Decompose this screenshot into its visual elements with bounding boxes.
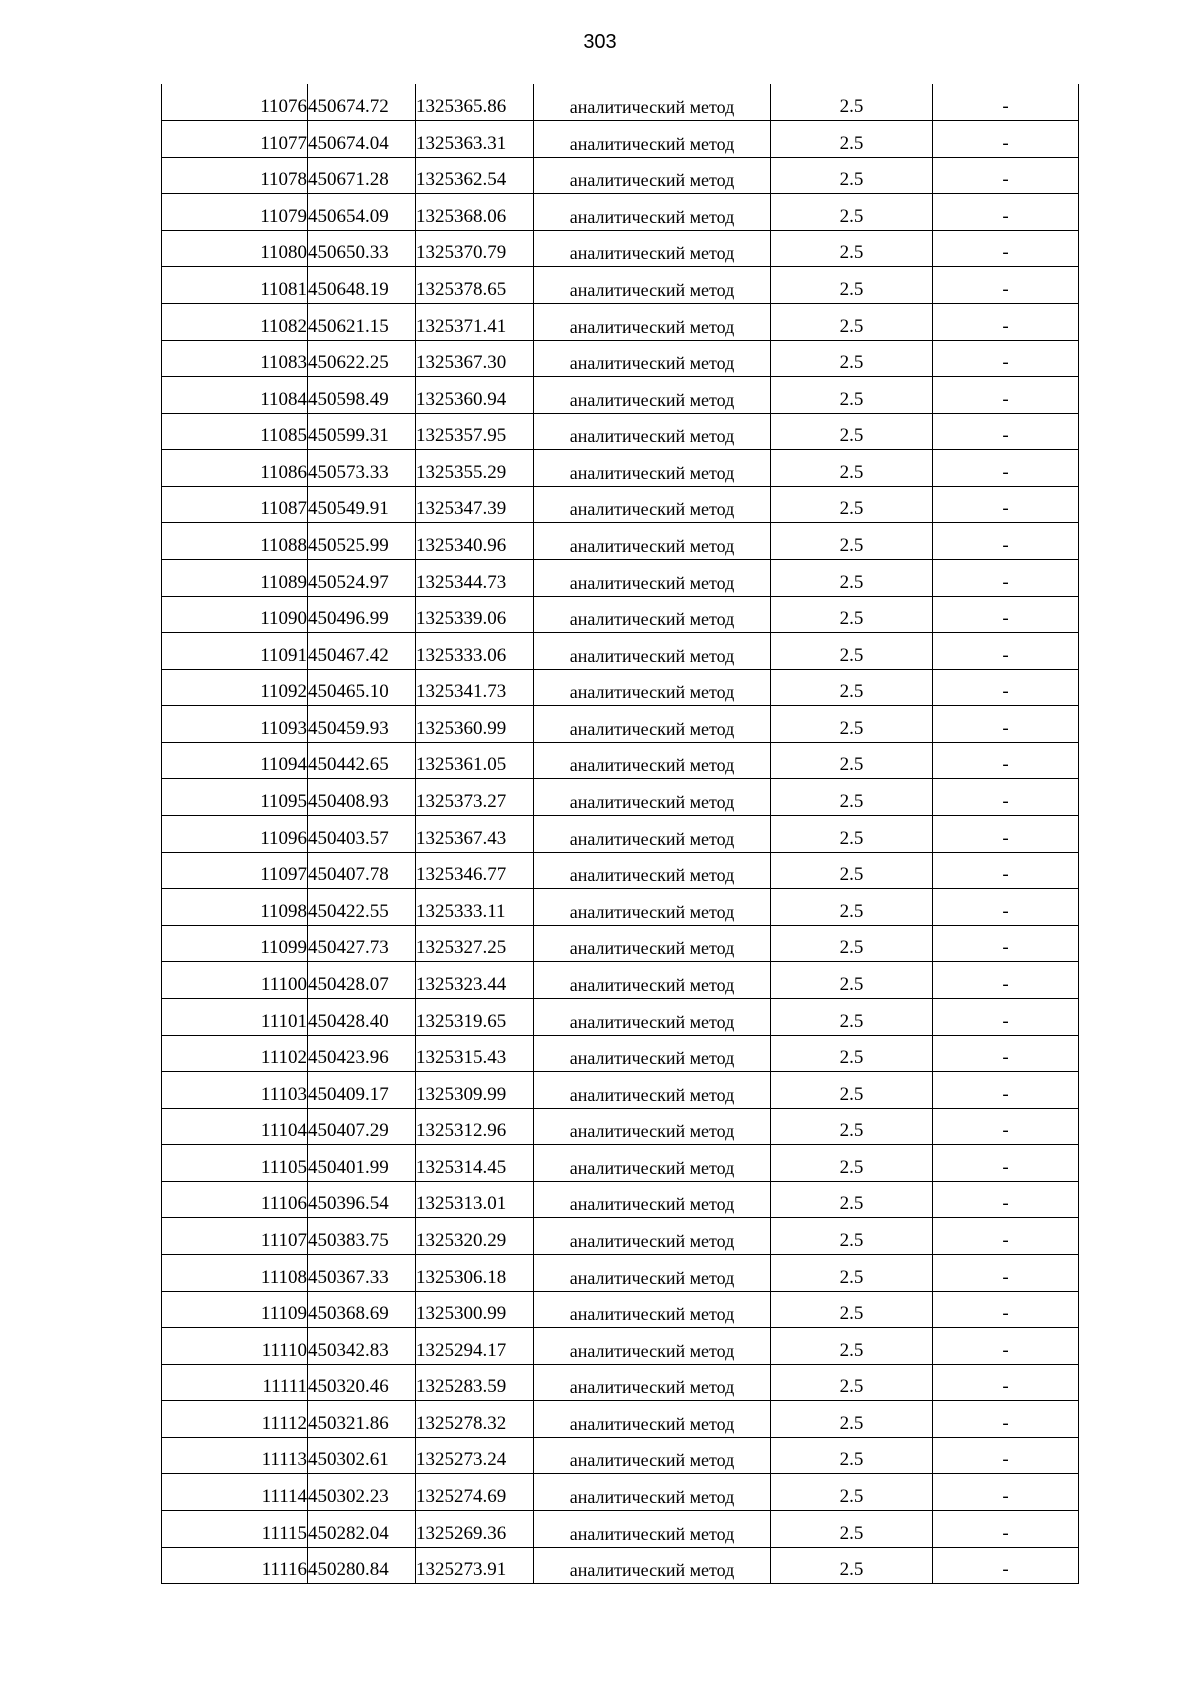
x-coordinate-cell: 450302.23 — [308, 1474, 416, 1511]
method-cell: аналитический метод — [534, 1547, 771, 1584]
table-row — [162, 1181, 1079, 1218]
method-cell: аналитический метод — [534, 157, 771, 194]
accuracy-cell: 2.5 — [771, 1401, 933, 1438]
method-cell: аналитический метод — [534, 1328, 771, 1365]
x-coordinate-cell: 450674.04 — [308, 121, 416, 158]
point-number-cell: 11080 — [162, 230, 308, 267]
x-coordinate-cell: 450549.91 — [308, 486, 416, 523]
table-row — [162, 962, 1079, 999]
coordinates-table-body — [162, 84, 1079, 1584]
table-row — [162, 230, 1079, 267]
x-coordinate-cell: 450396.54 — [308, 1181, 416, 1218]
x-coordinate-cell: 450654.09 — [308, 194, 416, 231]
page-number: 303 — [583, 31, 617, 53]
point-number-cell: 11115 — [162, 1511, 308, 1548]
x-coordinate-cell: 450422.55 — [308, 889, 416, 926]
table-row — [162, 486, 1079, 523]
accuracy-cell: 2.5 — [771, 303, 933, 340]
y-coordinate-cell: 1325378.65 — [416, 267, 534, 304]
accuracy-cell: 2.5 — [771, 157, 933, 194]
method-cell: аналитический метод — [534, 998, 771, 1035]
table-row — [162, 1108, 1079, 1145]
accuracy-cell: 2.5 — [771, 84, 933, 121]
table-row — [162, 560, 1079, 597]
note-cell: - — [933, 157, 1079, 194]
x-coordinate-cell: 450367.33 — [308, 1255, 416, 1292]
table-row — [162, 706, 1079, 743]
point-number-cell: 11091 — [162, 633, 308, 670]
point-number-cell: 11083 — [162, 340, 308, 377]
accuracy-cell: 2.5 — [771, 1072, 933, 1109]
accuracy-cell: 2.5 — [771, 779, 933, 816]
table-row — [162, 523, 1079, 560]
note-cell: - — [933, 1218, 1079, 1255]
method-cell: аналитический метод — [534, 596, 771, 633]
note-cell: - — [933, 1547, 1079, 1584]
accuracy-cell: 2.5 — [771, 121, 933, 158]
method-cell: аналитический метод — [534, 1291, 771, 1328]
accuracy-cell: 2.5 — [771, 1291, 933, 1328]
x-coordinate-cell: 450383.75 — [308, 1218, 416, 1255]
y-coordinate-cell: 1325339.06 — [416, 596, 534, 633]
y-coordinate-cell: 1325315.43 — [416, 1035, 534, 1072]
table-row — [162, 340, 1079, 377]
x-coordinate-cell: 450427.73 — [308, 925, 416, 962]
accuracy-cell: 2.5 — [771, 633, 933, 670]
point-number-cell: 11076 — [162, 84, 308, 121]
x-coordinate-cell: 450442.65 — [308, 742, 416, 779]
x-coordinate-cell: 450598.49 — [308, 377, 416, 414]
accuracy-cell: 2.5 — [771, 1145, 933, 1182]
x-coordinate-cell: 450408.93 — [308, 779, 416, 816]
x-coordinate-cell: 450671.28 — [308, 157, 416, 194]
accuracy-cell: 2.5 — [771, 486, 933, 523]
point-number-cell: 11094 — [162, 742, 308, 779]
point-number-cell: 11088 — [162, 523, 308, 560]
point-number-cell: 11100 — [162, 962, 308, 999]
x-coordinate-cell: 450302.61 — [308, 1437, 416, 1474]
accuracy-cell: 2.5 — [771, 816, 933, 853]
accuracy-cell: 2.5 — [771, 998, 933, 1035]
table-row — [162, 377, 1079, 414]
accuracy-cell: 2.5 — [771, 1474, 933, 1511]
note-cell: - — [933, 925, 1079, 962]
table-row — [162, 998, 1079, 1035]
point-number-cell: 11113 — [162, 1437, 308, 1474]
y-coordinate-cell: 1325363.31 — [416, 121, 534, 158]
y-coordinate-cell: 1325347.39 — [416, 486, 534, 523]
method-cell: аналитический метод — [534, 1072, 771, 1109]
y-coordinate-cell: 1325346.77 — [416, 852, 534, 889]
method-cell: аналитический метод — [534, 1401, 771, 1438]
accuracy-cell: 2.5 — [771, 669, 933, 706]
note-cell: - — [933, 1401, 1079, 1438]
point-number-cell: 11092 — [162, 669, 308, 706]
table-row — [162, 925, 1079, 962]
point-number-cell: 11109 — [162, 1291, 308, 1328]
table-row — [162, 157, 1079, 194]
note-cell: - — [933, 1072, 1079, 1109]
method-cell: аналитический метод — [534, 889, 771, 926]
method-cell: аналитический метод — [534, 84, 771, 121]
method-cell: аналитический метод — [534, 413, 771, 450]
y-coordinate-cell: 1325362.54 — [416, 157, 534, 194]
y-coordinate-cell: 1325306.18 — [416, 1255, 534, 1292]
method-cell: аналитический метод — [534, 377, 771, 414]
method-cell: аналитический метод — [534, 633, 771, 670]
note-cell: - — [933, 669, 1079, 706]
point-number-cell: 11105 — [162, 1145, 308, 1182]
x-coordinate-cell: 450573.33 — [308, 450, 416, 487]
method-cell: аналитический метод — [534, 303, 771, 340]
method-cell: аналитический метод — [534, 816, 771, 853]
point-number-cell: 11085 — [162, 413, 308, 450]
point-number-cell: 11087 — [162, 486, 308, 523]
method-cell: аналитический метод — [534, 340, 771, 377]
note-cell: - — [933, 450, 1079, 487]
accuracy-cell: 2.5 — [771, 596, 933, 633]
table-row — [162, 1474, 1079, 1511]
note-cell: - — [933, 962, 1079, 999]
point-number-cell: 11077 — [162, 121, 308, 158]
note-cell: - — [933, 633, 1079, 670]
note-cell: - — [933, 1511, 1079, 1548]
x-coordinate-cell: 450622.25 — [308, 340, 416, 377]
method-cell: аналитический метод — [534, 925, 771, 962]
point-number-cell: 11090 — [162, 596, 308, 633]
accuracy-cell: 2.5 — [771, 194, 933, 231]
x-coordinate-cell: 450496.99 — [308, 596, 416, 633]
x-coordinate-cell: 450409.17 — [308, 1072, 416, 1109]
method-cell: аналитический метод — [534, 230, 771, 267]
method-cell: аналитический метод — [534, 1035, 771, 1072]
accuracy-cell: 2.5 — [771, 706, 933, 743]
x-coordinate-cell: 450403.57 — [308, 816, 416, 853]
y-coordinate-cell: 1325371.41 — [416, 303, 534, 340]
note-cell: - — [933, 1108, 1079, 1145]
note-cell: - — [933, 889, 1079, 926]
note-cell: - — [933, 1328, 1079, 1365]
y-coordinate-cell: 1325327.25 — [416, 925, 534, 962]
point-number-cell: 11112 — [162, 1401, 308, 1438]
y-coordinate-cell: 1325370.79 — [416, 230, 534, 267]
x-coordinate-cell: 450674.72 — [308, 84, 416, 121]
method-cell: аналитический метод — [534, 1474, 771, 1511]
method-cell: аналитический метод — [534, 450, 771, 487]
y-coordinate-cell: 1325319.65 — [416, 998, 534, 1035]
note-cell: - — [933, 998, 1079, 1035]
x-coordinate-cell: 450407.29 — [308, 1108, 416, 1145]
method-cell: аналитический метод — [534, 523, 771, 560]
point-number-cell: 11106 — [162, 1181, 308, 1218]
accuracy-cell: 2.5 — [771, 523, 933, 560]
x-coordinate-cell: 450282.04 — [308, 1511, 416, 1548]
y-coordinate-cell: 1325273.91 — [416, 1547, 534, 1584]
point-number-cell: 11097 — [162, 852, 308, 889]
point-number-cell: 11099 — [162, 925, 308, 962]
accuracy-cell: 2.5 — [771, 1108, 933, 1145]
x-coordinate-cell: 450599.31 — [308, 413, 416, 450]
table-row — [162, 1364, 1079, 1401]
note-cell: - — [933, 267, 1079, 304]
note-cell: - — [933, 1181, 1079, 1218]
point-number-cell: 11096 — [162, 816, 308, 853]
table-row — [162, 1291, 1079, 1328]
accuracy-cell: 2.5 — [771, 962, 933, 999]
note-cell: - — [933, 377, 1079, 414]
note-cell: - — [933, 742, 1079, 779]
method-cell: аналитический метод — [534, 1437, 771, 1474]
method-cell: аналитический метод — [534, 742, 771, 779]
accuracy-cell: 2.5 — [771, 1437, 933, 1474]
table-row — [162, 1218, 1079, 1255]
method-cell: аналитический метод — [534, 706, 771, 743]
point-number-cell: 11114 — [162, 1474, 308, 1511]
note-cell: - — [933, 1437, 1079, 1474]
method-cell: аналитический метод — [534, 1181, 771, 1218]
point-number-cell: 11078 — [162, 157, 308, 194]
point-number-cell: 11081 — [162, 267, 308, 304]
point-number-cell: 11086 — [162, 450, 308, 487]
point-number-cell: 11101 — [162, 998, 308, 1035]
accuracy-cell: 2.5 — [771, 889, 933, 926]
point-number-cell: 11107 — [162, 1218, 308, 1255]
accuracy-cell: 2.5 — [771, 852, 933, 889]
accuracy-cell: 2.5 — [771, 1181, 933, 1218]
table-row — [162, 742, 1079, 779]
point-number-cell: 11084 — [162, 377, 308, 414]
y-coordinate-cell: 1325323.44 — [416, 962, 534, 999]
table-row — [162, 84, 1079, 121]
y-coordinate-cell: 1325294.17 — [416, 1328, 534, 1365]
accuracy-cell: 2.5 — [771, 1547, 933, 1584]
note-cell: - — [933, 596, 1079, 633]
point-number-cell: 11104 — [162, 1108, 308, 1145]
y-coordinate-cell: 1325309.99 — [416, 1072, 534, 1109]
accuracy-cell: 2.5 — [771, 925, 933, 962]
y-coordinate-cell: 1325283.59 — [416, 1364, 534, 1401]
note-cell: - — [933, 779, 1079, 816]
accuracy-cell: 2.5 — [771, 1255, 933, 1292]
y-coordinate-cell: 1325333.11 — [416, 889, 534, 926]
note-cell: - — [933, 230, 1079, 267]
note-cell: - — [933, 1035, 1079, 1072]
y-coordinate-cell: 1325373.27 — [416, 779, 534, 816]
method-cell: аналитический метод — [534, 1364, 771, 1401]
y-coordinate-cell: 1325361.05 — [416, 742, 534, 779]
note-cell: - — [933, 84, 1079, 121]
x-coordinate-cell: 450280.84 — [308, 1547, 416, 1584]
note-cell: - — [933, 816, 1079, 853]
x-coordinate-cell: 450342.83 — [308, 1328, 416, 1365]
point-number-cell: 11108 — [162, 1255, 308, 1292]
method-cell: аналитический метод — [534, 267, 771, 304]
accuracy-cell: 2.5 — [771, 377, 933, 414]
accuracy-cell: 2.5 — [771, 1511, 933, 1548]
point-number-cell: 11111 — [162, 1364, 308, 1401]
y-coordinate-cell: 1325367.30 — [416, 340, 534, 377]
method-cell: аналитический метод — [534, 962, 771, 999]
note-cell: - — [933, 1255, 1079, 1292]
point-number-cell: 11098 — [162, 889, 308, 926]
note-cell: - — [933, 1291, 1079, 1328]
table-row — [162, 816, 1079, 853]
table-row — [162, 267, 1079, 304]
accuracy-cell: 2.5 — [771, 413, 933, 450]
table-row — [162, 194, 1079, 231]
point-number-cell: 11089 — [162, 560, 308, 597]
accuracy-cell: 2.5 — [771, 340, 933, 377]
note-cell: - — [933, 303, 1079, 340]
accuracy-cell: 2.5 — [771, 267, 933, 304]
point-number-cell: 11093 — [162, 706, 308, 743]
note-cell: - — [933, 1364, 1079, 1401]
y-coordinate-cell: 1325314.45 — [416, 1145, 534, 1182]
table-row — [162, 779, 1079, 816]
accuracy-cell: 2.5 — [771, 742, 933, 779]
table-row — [162, 1401, 1079, 1438]
note-cell: - — [933, 852, 1079, 889]
note-cell: - — [933, 706, 1079, 743]
note-cell: - — [933, 121, 1079, 158]
x-coordinate-cell: 450428.07 — [308, 962, 416, 999]
x-coordinate-cell: 450321.86 — [308, 1401, 416, 1438]
accuracy-cell: 2.5 — [771, 1364, 933, 1401]
table-row — [162, 1328, 1079, 1365]
x-coordinate-cell: 450407.78 — [308, 852, 416, 889]
note-cell: - — [933, 1145, 1079, 1182]
x-coordinate-cell: 450650.33 — [308, 230, 416, 267]
point-number-cell: 11082 — [162, 303, 308, 340]
table-row — [162, 413, 1079, 450]
x-coordinate-cell: 450467.42 — [308, 633, 416, 670]
method-cell: аналитический метод — [534, 1511, 771, 1548]
x-coordinate-cell: 450320.46 — [308, 1364, 416, 1401]
y-coordinate-cell: 1325278.32 — [416, 1401, 534, 1438]
y-coordinate-cell: 1325333.06 — [416, 633, 534, 670]
point-number-cell: 11110 — [162, 1328, 308, 1365]
method-cell: аналитический метод — [534, 1145, 771, 1182]
y-coordinate-cell: 1325313.01 — [416, 1181, 534, 1218]
accuracy-cell: 2.5 — [771, 230, 933, 267]
table-row — [162, 1511, 1079, 1548]
x-coordinate-cell: 450423.96 — [308, 1035, 416, 1072]
method-cell: аналитический метод — [534, 121, 771, 158]
table-row — [162, 633, 1079, 670]
point-number-cell: 11079 — [162, 194, 308, 231]
y-coordinate-cell: 1325312.96 — [416, 1108, 534, 1145]
y-coordinate-cell: 1325344.73 — [416, 560, 534, 597]
y-coordinate-cell: 1325341.73 — [416, 669, 534, 706]
point-number-cell: 11103 — [162, 1072, 308, 1109]
method-cell: аналитический метод — [534, 1108, 771, 1145]
y-coordinate-cell: 1325368.06 — [416, 194, 534, 231]
x-coordinate-cell: 450459.93 — [308, 706, 416, 743]
y-coordinate-cell: 1325274.69 — [416, 1474, 534, 1511]
method-cell: аналитический метод — [534, 779, 771, 816]
table-row — [162, 889, 1079, 926]
table-row — [162, 1255, 1079, 1292]
y-coordinate-cell: 1325357.95 — [416, 413, 534, 450]
note-cell: - — [933, 523, 1079, 560]
method-cell: аналитический метод — [534, 194, 771, 231]
table-row — [162, 1145, 1079, 1182]
method-cell: аналитический метод — [534, 852, 771, 889]
y-coordinate-cell: 1325360.94 — [416, 377, 534, 414]
x-coordinate-cell: 450524.97 — [308, 560, 416, 597]
note-cell: - — [933, 1474, 1079, 1511]
y-coordinate-cell: 1325355.29 — [416, 450, 534, 487]
note-cell: - — [933, 340, 1079, 377]
table-row — [162, 1072, 1079, 1109]
note-cell: - — [933, 413, 1079, 450]
accuracy-cell: 2.5 — [771, 1035, 933, 1072]
table-row — [162, 303, 1079, 340]
y-coordinate-cell: 1325269.36 — [416, 1511, 534, 1548]
y-coordinate-cell: 1325320.29 — [416, 1218, 534, 1255]
x-coordinate-cell: 450401.99 — [308, 1145, 416, 1182]
table-row — [162, 852, 1079, 889]
method-cell: аналитический метод — [534, 1255, 771, 1292]
point-number-cell: 11095 — [162, 779, 308, 816]
table-row — [162, 121, 1079, 158]
method-cell: аналитический метод — [534, 1218, 771, 1255]
method-cell: аналитический метод — [534, 669, 771, 706]
point-number-cell: 11116 — [162, 1547, 308, 1584]
point-number-cell: 11102 — [162, 1035, 308, 1072]
x-coordinate-cell: 450621.15 — [308, 303, 416, 340]
note-cell: - — [933, 486, 1079, 523]
x-coordinate-cell: 450648.19 — [308, 267, 416, 304]
table-row — [162, 1035, 1079, 1072]
method-cell: аналитический метод — [534, 486, 771, 523]
table-row — [162, 450, 1079, 487]
accuracy-cell: 2.5 — [771, 560, 933, 597]
table-row — [162, 1547, 1079, 1584]
y-coordinate-cell: 1325300.99 — [416, 1291, 534, 1328]
y-coordinate-cell: 1325367.43 — [416, 816, 534, 853]
note-cell: - — [933, 560, 1079, 597]
accuracy-cell: 2.5 — [771, 450, 933, 487]
y-coordinate-cell: 1325365.86 — [416, 84, 534, 121]
x-coordinate-cell: 450525.99 — [308, 523, 416, 560]
x-coordinate-cell: 450368.69 — [308, 1291, 416, 1328]
x-coordinate-cell: 450428.40 — [308, 998, 416, 1035]
y-coordinate-cell: 1325360.99 — [416, 706, 534, 743]
accuracy-cell: 2.5 — [771, 1218, 933, 1255]
table-row — [162, 669, 1079, 706]
x-coordinate-cell: 450465.10 — [308, 669, 416, 706]
note-cell: - — [933, 194, 1079, 231]
coordinates-table — [161, 84, 1079, 1584]
table-row — [162, 1437, 1079, 1474]
method-cell: аналитический метод — [534, 560, 771, 597]
y-coordinate-cell: 1325273.24 — [416, 1437, 534, 1474]
table-row — [162, 596, 1079, 633]
accuracy-cell: 2.5 — [771, 1328, 933, 1365]
y-coordinate-cell: 1325340.96 — [416, 523, 534, 560]
